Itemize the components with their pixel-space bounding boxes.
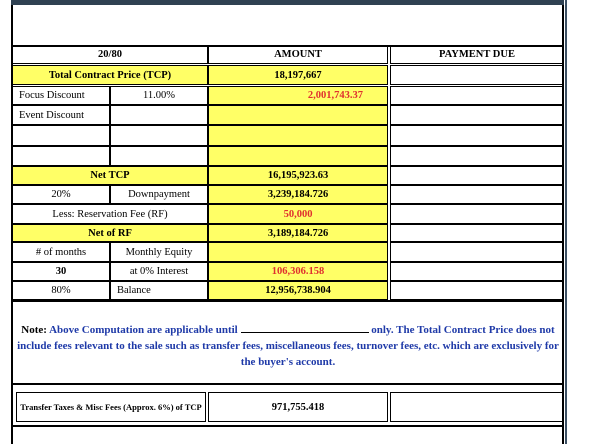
rf-label: Less: Reservation Fee (RF) — [12, 204, 208, 224]
empty-row-1-a — [12, 125, 110, 146]
months-due — [390, 242, 564, 262]
dp-due — [390, 185, 564, 204]
tcp-payment-due — [390, 65, 564, 85]
dp-value: 3,239,184.726 — [208, 185, 388, 204]
note-part1: Above Computation are applicable until — [49, 324, 238, 336]
note-part2: only. The Total Contract Price does not include fees relevant to the sale such as transfer fees, miscellaneous fees, turnover fees, etc. which are exclusively for the buyer's account. — [17, 324, 559, 368]
transfer-due — [390, 392, 564, 422]
empty-row-2-amount — [208, 146, 388, 166]
months-value: 30 — [12, 262, 110, 281]
net-tcp-label: Net TCP — [12, 166, 208, 185]
interest-label: at 0% Interest — [110, 262, 208, 281]
transfer-label: Transfer Taxes & Misc Fees (Approx. 6%) of TCP — [16, 392, 206, 422]
empty-row-1-b — [110, 125, 208, 146]
months-amount-blank — [208, 242, 388, 262]
monthly-label: Monthly Equity — [110, 242, 208, 262]
net-rf-label: Net of RF — [12, 224, 208, 242]
right-edge-bar — [565, 0, 567, 444]
header-payment-due: PAYMENT DUE — [390, 46, 564, 64]
note-bottom-rule — [12, 383, 564, 385]
net-tcp-due — [390, 166, 564, 185]
monthly-due — [390, 262, 564, 281]
header-ratio: 20/80 — [12, 46, 208, 64]
event-label: Event Discount — [12, 105, 110, 125]
dp-label: Downpayment — [110, 185, 208, 204]
dp-pct: 20% — [12, 185, 110, 204]
tcp-value: 18,197,667 — [208, 65, 388, 85]
event-pct — [110, 105, 208, 125]
bal-value: 12,956,738.904 — [208, 281, 388, 300]
date-blank-line — [241, 322, 369, 333]
note-prefix: Note: — [21, 324, 47, 336]
transfer-value: 971,755.418 — [208, 392, 388, 422]
net-rf-value: 3,189,184.726 — [208, 224, 388, 242]
empty-row-2-b — [110, 146, 208, 166]
monthly-value: 106,306.158 — [208, 262, 388, 281]
empty-row-1-due — [390, 125, 564, 146]
focus-payment-due — [390, 86, 564, 105]
header-amount: AMOUNT — [208, 46, 388, 64]
net-tcp-value: 16,195,923.63 — [208, 166, 388, 185]
net-rf-due — [390, 224, 564, 242]
note-paragraph — [16, 322, 560, 370]
empty-row-1-amount — [208, 125, 388, 146]
event-payment-due — [390, 105, 564, 125]
event-value — [208, 105, 388, 125]
focus-label: Focus Discount — [12, 86, 110, 105]
bal-due — [390, 281, 564, 300]
tcp-label: Total Contract Price (TCP) — [12, 65, 208, 85]
empty-row-2-due — [390, 146, 564, 166]
rf-due — [390, 204, 564, 224]
focus-value: 2,001,743.37 — [208, 86, 388, 105]
empty-row-2-a — [12, 146, 110, 166]
bal-pct: 80% — [12, 281, 110, 300]
focus-pct: 11.00% — [110, 86, 208, 105]
months-label: # of months — [12, 242, 110, 262]
table-bottom-rule — [12, 300, 564, 302]
transfer-bottom-rule — [12, 425, 564, 427]
bal-label: Balance — [110, 281, 208, 300]
rf-value: 50,000 — [208, 204, 388, 224]
